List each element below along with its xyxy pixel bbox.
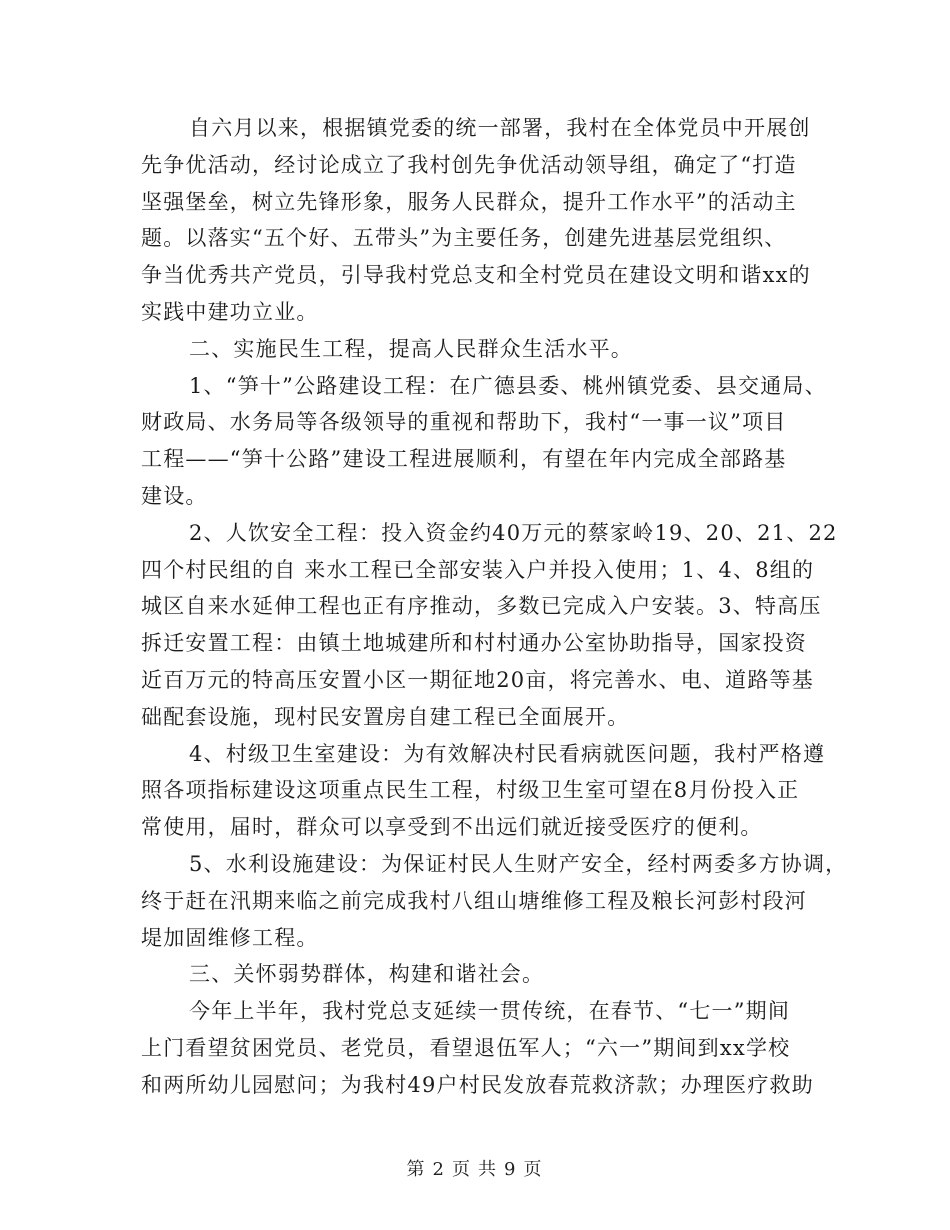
text-line: 建设。	[141, 483, 208, 508]
section-heading-3	[141, 956, 831, 993]
text-line: 终于赶在汛期来临之前完成我村八组山塘维修工程及粮长河彭村段河	[141, 888, 807, 913]
text-line: 二、实施民生工程，提高人民群众生活水平。	[189, 336, 633, 361]
text-line: 实践中建功立业。	[141, 299, 319, 324]
text-line: 和两所幼儿园慰问；为我村49户村民发放春荒救济款；办理医疗救助	[141, 1072, 814, 1097]
total-label: 共	[478, 1159, 498, 1180]
text-line: 5、水利设施建设：为保证村民人生财产安全，经村两委多方协调，	[189, 851, 848, 876]
page-footer	[0, 1155, 950, 1181]
text-line: 坚强堡垒，树立先锋形象，服务人民群众，提升工作水平”的活动主	[141, 189, 797, 214]
text-line: 2、人饮安全工程：投入资金约40万元的蔡家岭19、20、21、22	[189, 520, 838, 545]
section-heading-2	[141, 331, 831, 368]
text-line: 题。以落实“五个好、五带头”为主要任务，创建先进基层党组织、	[141, 226, 787, 251]
text-line: 财政局、水务局等各级领导的重视和帮助下，我村“一事一议”项目	[141, 410, 787, 435]
text-line: 今年上半年，我村党总支延续一贯传统，在春节、“七一”期间	[189, 999, 791, 1024]
text-line: 上门看望贫困党员、老党员，看望退伍军人；“六一”期间到xx学校	[141, 1035, 791, 1060]
paragraph-item-5	[141, 846, 848, 956]
total-pages: 9	[504, 1159, 518, 1180]
text-line: 四个村民组的自 来水工程已全部安装入户并投入使用；1、4、8组的	[141, 557, 815, 582]
text-line: 城区自来水延伸工程也正有序推动，多数已完成入户安装。3、特高压	[141, 594, 822, 619]
text-line: 三、关怀弱势群体，构建和谐社会。	[189, 962, 545, 987]
text-line: 1、“笋十”公路建设工程：在广德县委、桃州镇党委、县交通局、	[189, 373, 827, 398]
paragraph-item-2	[141, 515, 838, 736]
paragraph-item-1	[141, 368, 831, 515]
page-number: 2	[432, 1159, 446, 1180]
text-line: 常使用，届时，群众可以享受到不出远们就近接受医疗的便利。	[141, 815, 763, 840]
paragraph-section-3	[141, 993, 831, 1103]
page-label: 第	[406, 1159, 427, 1180]
text-line: 自六月以来，根据镇党委的统一部署，我村在全体党员中开展创	[189, 116, 811, 140]
text-line: 4、村级卫生室建设：为有效解决村民看病就医问题，我村严格遵	[189, 741, 826, 766]
text-line: 拆迁安置工程：由镇土地城建所和村村通办公室协助指导，国家投资	[141, 631, 807, 656]
text-line: 近百万元的特高压安置小区一期征地20亩，将完善水、电、道路等基	[141, 667, 814, 692]
page-unit: 页	[452, 1159, 472, 1180]
paragraph-item-4	[141, 736, 831, 846]
paragraph-intro	[141, 110, 831, 331]
text-line: 争当优秀共产党员，引导我村党总支和全村党员在建设文明和谐xx的	[141, 263, 811, 288]
text-line: 先争优活动，经讨论成立了我村创先争优活动领导组，确定了“打造	[141, 152, 797, 177]
total-unit: 页	[523, 1159, 544, 1180]
text-line: 堤加固维修工程。	[141, 925, 319, 950]
text-line: 照各项指标建设这项重点民生工程，村级卫生室可望在8月份投入正	[141, 778, 800, 803]
text-line: 工程——“笋十公路”建设工程进展顺利，有望在年内完成全部路基	[141, 447, 787, 472]
document-body	[141, 110, 848, 1104]
text-line: 础配套设施，现村民安置房自建工程已全面展开。	[141, 704, 630, 729]
